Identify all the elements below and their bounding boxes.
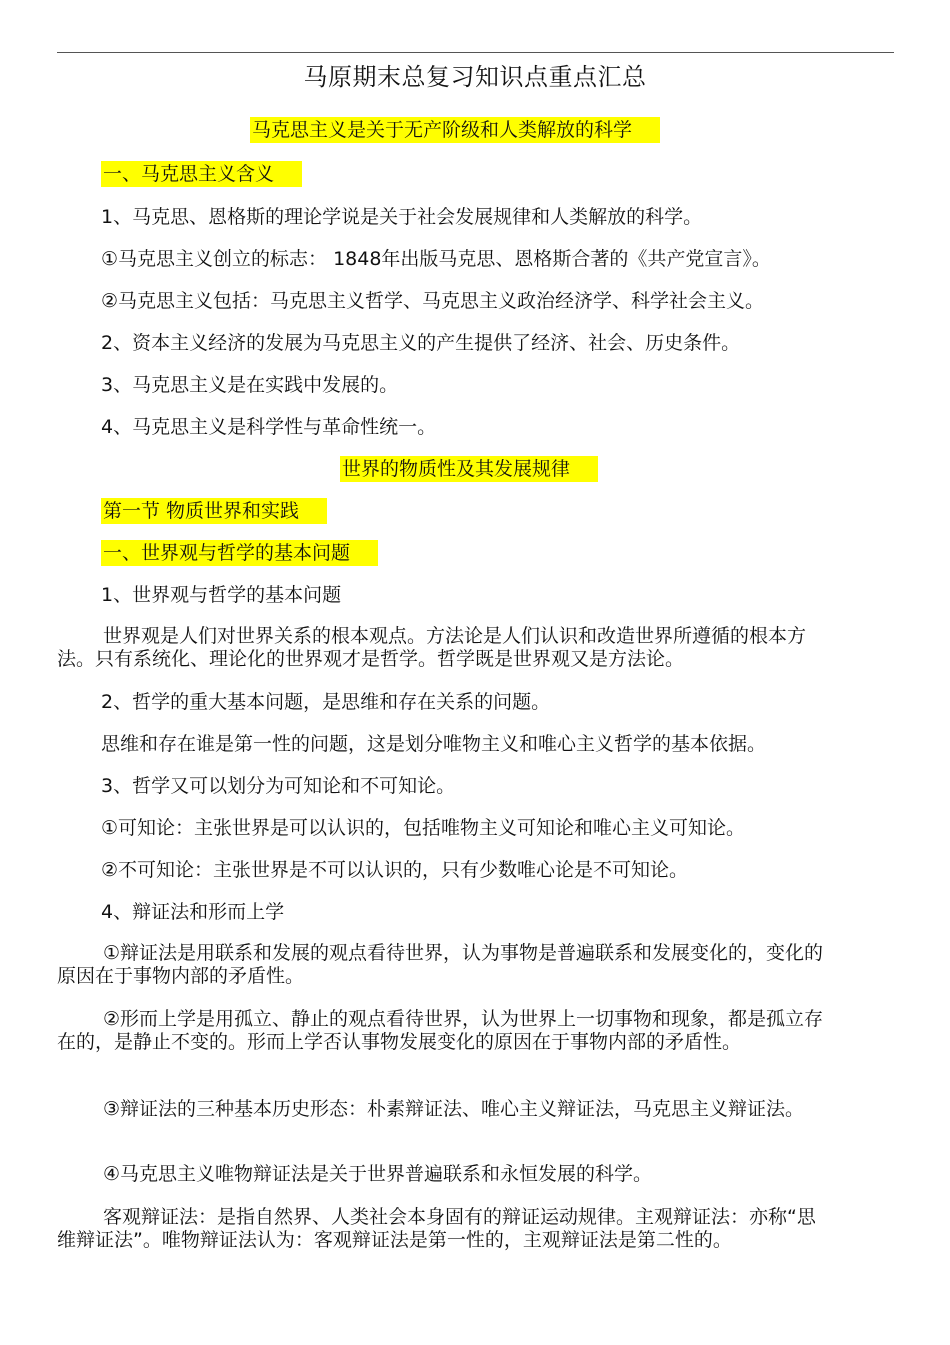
- paragraph-text: ①辩证法是用联系和发展的观点看待世界，认为事物是普遍联系和发展变化的，变化的原因在于事物内部的矛盾性。: [57, 942, 824, 987]
- chapter-heading: [101, 499, 327, 523]
- banner-heading-2: [340, 457, 598, 481]
- list-item: ①可知论：主张世界是可以认识的，包括唯物主义可知论和唯心主义可知论。: [101, 817, 746, 839]
- page-title: 马原期末总复习知识点重点汇总: [303, 63, 647, 91]
- list-item: 3、马克思主义是在实践中发展的。: [101, 374, 399, 396]
- list-item: 2、资本主义经济的发展为马克思主义的产生提供了经济、社会、历史条件。: [101, 332, 741, 354]
- paragraph: [57, 1163, 832, 1186]
- paragraph: [57, 1008, 832, 1054]
- paragraph: [57, 1206, 832, 1252]
- list-item: 2、哲学的重大基本问题，是思维和存在关系的问题。: [101, 691, 551, 713]
- paragraph-text: ②形而上学是用孤立、静止的观点看待世界，认为世界上一切事物和现象，都是孤立存在的，是静止不变的。形而上学否认事物发展变化的原因在于事物内部的矛盾性。: [57, 1008, 824, 1053]
- paragraph: 思维和存在谁是第一性的问题，这是划分唯物主义和唯心主义哲学的基本依据。: [101, 733, 767, 755]
- paragraph: [57, 942, 832, 988]
- list-item: ②马克思主义包括：马克思主义哲学、马克思主义政治经济学、科学社会主义。: [101, 290, 765, 312]
- paragraph: [57, 1098, 832, 1121]
- paragraph: [57, 625, 837, 671]
- banner-heading-2-text: 世界的物质性及其发展规律: [340, 456, 598, 482]
- list-item: 4、辩证法和形而上学: [101, 901, 285, 923]
- list-item: 1、马克思、恩格斯的理论学说是关于社会发展规律和人类解放的科学。: [101, 206, 703, 228]
- paragraph-text: 世界观是人们对世界关系的根本观点。方法论是人们认识和改造世界所遵循的根本方法。只有系统化、理论化的世界观才是哲学。哲学既是世界观又是方法论。: [57, 625, 807, 670]
- banner-heading-1-text: 马克思主义是关于无产阶级和人类解放的科学: [250, 117, 660, 143]
- list-item: ①马克思主义创立的标志： 1848年出版马克思、恩格斯合著的《共产党宣言》。: [101, 248, 771, 270]
- list-item: 3、哲学又可以划分为可知论和不可知论。: [101, 775, 456, 797]
- list-item: ②不可知论：主张世界是不可以认识的，只有少数唯心论是不可知论。: [101, 859, 689, 881]
- section-heading-2: [101, 541, 378, 565]
- chapter-heading-text: 第一节 物质世界和实践: [101, 498, 327, 524]
- section-heading-2-text: 一、世界观与哲学的基本问题: [101, 540, 378, 566]
- paragraph-text: 客观辩证法：是指自然界、人类社会本身固有的辩证运动规律。主观辩证法：亦称“思维辩证法”。唯物辩证法认为：客观辩证法是第一性的，主观辩证法是第二性的。: [57, 1206, 816, 1251]
- list-item: 1、世界观与哲学的基本问题: [101, 584, 342, 606]
- section-heading-1-text: 一、马克思主义含义: [101, 161, 302, 187]
- list-item: 4、马克思主义是科学性与革命性统一。: [101, 416, 437, 438]
- paragraph-text: ④马克思主义唯物辩证法是关于世界普遍联系和永恒发展的科学。: [103, 1163, 653, 1185]
- section-heading-1: [101, 162, 302, 186]
- banner-heading-1: [250, 118, 660, 142]
- header-rule: [57, 52, 894, 53]
- paragraph-text: ③辩证法的三种基本历史形态：朴素辩证法、唯心主义辩证法，马克思主义辩证法。: [103, 1098, 805, 1120]
